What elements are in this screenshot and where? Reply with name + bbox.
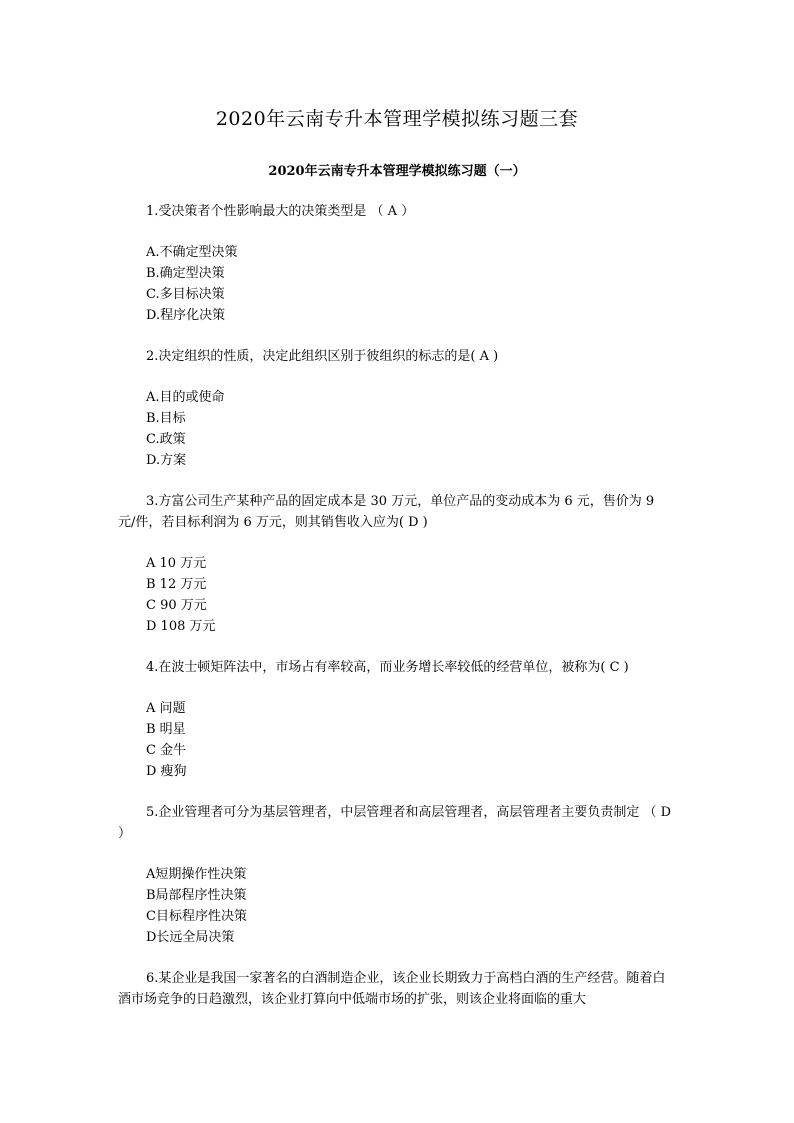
option-list <box>118 553 674 637</box>
question-stem: 6.某企业是我国一家著名的白酒制造企业，该企业长期致力于高档白酒的生产经营。随着白酒市场竞争的日趋激烈，该企业打算向中低端市场的扩张，则该企业将面临的重大 <box>118 971 666 1007</box>
option-a: A 10 万元 <box>146 556 207 571</box>
question-stem: 1.受决策者个性影响最大的决策类型是 （ A ） <box>146 204 415 219</box>
option-d: D 瘦狗 <box>146 764 187 779</box>
question-6 <box>118 968 674 1010</box>
question-stem: 3.方富公司生产某种产品的固定成本是 30 万元，单位产品的变动成本为 6 元，售价为 9 元/件，若目标利润为 6 万元，则其销售收入应为( D ) <box>118 494 655 530</box>
option-list <box>118 242 674 326</box>
question-1 <box>118 201 674 326</box>
question-stem: 4.在波士顿矩阵法中，市场占有率较高，而业务增长率较低的经营单位，被称为( C ) <box>146 660 629 675</box>
option-d: D长远全局决策 <box>146 930 235 945</box>
option-c: C目标程序性决策 <box>146 909 247 924</box>
option-c: C 金牛 <box>146 743 187 758</box>
option-b: B局部程序性决策 <box>146 888 247 903</box>
question-stem: 2.决定组织的性质，决定此组织区别于彼组织的标志的是( A ) <box>146 349 499 364</box>
option-a: A.目的或使命 <box>146 390 225 405</box>
option-list <box>118 698 674 782</box>
option-a: A短期操作性决策 <box>146 867 247 882</box>
question-3 <box>118 491 674 637</box>
option-d: D.方案 <box>146 453 187 468</box>
question-5 <box>118 802 674 948</box>
option-b: B 明星 <box>146 722 186 737</box>
option-list <box>118 864 674 948</box>
option-c: C 90 万元 <box>146 598 207 613</box>
option-b: B.目标 <box>146 411 186 426</box>
question-2 <box>118 346 674 471</box>
option-c: C.政策 <box>146 432 186 447</box>
option-b: B.确定型决策 <box>146 266 225 281</box>
option-c: C.多目标决策 <box>146 287 225 302</box>
question-stem: 5.企业管理者可分为基层管理者，中层管理者和高层管理者，高层管理者主要负责制定 （ D ） <box>118 805 672 841</box>
option-d: D.程序化决策 <box>146 308 226 323</box>
option-d: D 108 万元 <box>146 619 216 634</box>
option-list <box>118 387 674 471</box>
question-4 <box>118 657 674 782</box>
option-b: B 12 万元 <box>146 577 207 592</box>
document-title: 2020年云南专升本管理学模拟练习题三套 <box>215 108 579 130</box>
document-subtitle: 2020年云南专升本管理学模拟练习题（一） <box>268 164 526 179</box>
option-a: A 问题 <box>146 701 186 716</box>
option-a: A.不确定型决策 <box>146 245 238 260</box>
